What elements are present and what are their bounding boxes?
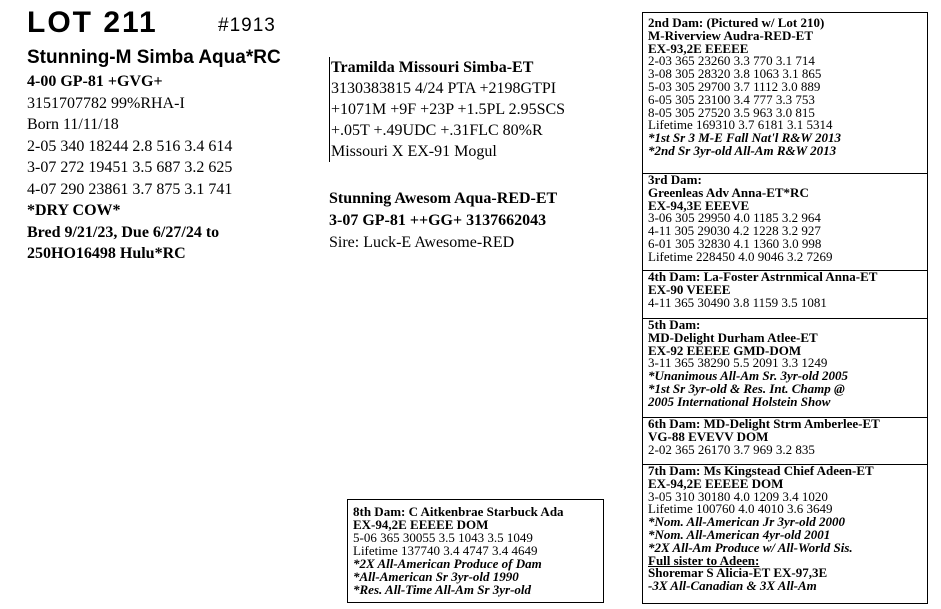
eighth-dam-lines — [353, 505, 564, 596]
pedigree-line: Greenleas Adv Anna-ET*RC — [648, 184, 809, 200]
pedigree-section — [643, 417, 927, 456]
pedigree-line: 4th Dam: La-Foster Astrnmical Anna-ET — [648, 269, 878, 284]
pedigree-box — [642, 12, 928, 604]
pedigree-line: M-Riverview Audra-RED-ET — [648, 27, 814, 43]
pedigree-line: 2nd Dam: (Pictured w/ Lot 210) — [648, 15, 825, 30]
detail-line: 3151707782 99%RHA-I — [27, 94, 185, 112]
detail-line: 250HO16498 Hulu*RC — [27, 245, 186, 262]
pedigree-line: 2005 International Holstein Show — [648, 393, 831, 409]
detail-line: 4-07 290 23861 3.7 875 3.1 741 — [27, 180, 233, 198]
pedigree-line: 3-06 305 29950 4.0 1185 3.2 964 — [648, 210, 821, 226]
pedigree-line: EX-93,2E EEEEE — [648, 40, 749, 56]
eighth-dam-line: Lifetime 137740 3.4 4747 3.4 4649 — [353, 543, 538, 558]
eighth-dam-line: EX-94,2E EEEEE DOM — [353, 517, 489, 532]
dam-block — [329, 188, 557, 254]
pedigree-line: 2-02 365 26170 3.7 969 3.2 835 — [648, 441, 815, 457]
pedigree-line: *2nd Sr 3yr-old All-Am R&W 2013 — [648, 142, 837, 158]
pedigree-line: 3-11 365 38290 5.5 2091 3.3 1249 — [648, 355, 828, 371]
pedigree-section — [643, 270, 927, 309]
detail-line: *DRY COW* — [27, 202, 121, 219]
pedigree-line: Full sister to Adeen: — [648, 552, 760, 568]
pedigree-line: 6-05 305 23100 3.4 777 3.3 753 — [648, 91, 815, 107]
pedigree-line: *Nom. All-American Jr 3yr-old 2000 — [648, 514, 846, 530]
pedigree-line: *1st Sr 3 M-E Fall Nat'l R&W 2013 — [648, 130, 841, 146]
dam-classification: 3-07 GP-81 ++GG+ 3137662043 — [329, 212, 547, 229]
eighth-dam-line: *All-American Sr 3yr-old 1990 — [353, 569, 519, 584]
pedigree-line: 3-08 305 28320 3.8 1063 3.1 865 — [648, 66, 822, 82]
pedigree-line: 3rd Dam: — [648, 172, 702, 187]
pedigree-section — [643, 318, 927, 409]
pedigree-line: EX-94,3E EEEVE — [648, 197, 750, 213]
lot-catalog-number: #1913 — [218, 15, 276, 36]
pedigree-line: VG-88 EVEVV DOM — [648, 428, 769, 444]
eighth-dam-line: *Res. All-Time All-Am Sr 3yr-old — [353, 582, 532, 597]
pedigree-line: -3X All-Canadian & 3X All-Am — [648, 578, 817, 594]
lot-title: LOT 211 — [27, 6, 158, 39]
pedigree-line: 6th Dam: MD-Delight Strm Amberlee-ET — [648, 416, 880, 431]
eighth-dam-line: 8th Dam: C Aitkenbrae Starbuck Ada — [353, 504, 564, 519]
pedigree-line: Shoremar S Alicia-ET EX-97,3E — [648, 565, 828, 581]
sire-line: +.05T +.49UDC +.31FLC 80%R — [331, 122, 543, 139]
pedigree-line: 5-03 305 29700 3.7 1112 3.0 889 — [648, 78, 821, 94]
pedigree-line: *Nom. All-American 4yr-old 2001 — [648, 526, 831, 542]
pedigree-line: 3-05 310 30180 4.0 1209 3.4 1020 — [648, 488, 828, 504]
pedigree-line: EX-94,2E EEEEE DOM — [648, 475, 784, 491]
sire-line: Missouri X EX-91 Mogul — [331, 143, 497, 160]
sire-block — [329, 57, 565, 162]
dam-name: Stunning Awesom Aqua-RED-ET — [329, 190, 558, 207]
sire-line: 3130383815 4/24 PTA +2198GTPI — [331, 80, 557, 97]
pedigree-line: 2-03 365 23260 3.3 770 3.1 714 — [648, 53, 815, 69]
eighth-dam-line: *2X All-American Produce of Dam — [353, 556, 542, 571]
pedigree-line: 5th Dam: — [648, 317, 701, 332]
pedigree-line: 7th Dam: Ms Kingstead Chief Adeen-ET — [648, 463, 874, 478]
pedigree-line: Lifetime 169310 3.7 6181 3.1 5314 — [648, 117, 833, 133]
pedigree-line: EX-92 EEEEE GMD-DOM — [648, 342, 802, 358]
pedigree-line: EX-90 VEEEE — [648, 281, 731, 297]
detail-line: 3-07 272 19451 3.5 687 3.2 625 — [27, 159, 233, 176]
pedigree-section — [643, 173, 927, 264]
pedigree-section — [643, 17, 927, 158]
detail-line: 4-00 GP-81 +GVG+ — [27, 73, 163, 90]
animal-details — [27, 71, 232, 265]
detail-line: Bred 9/21/23, Due 6/27/24 to — [27, 223, 220, 241]
pedigree-line: *1st Sr 3yr-old & Res. Int. Champ @ — [648, 380, 845, 396]
animal-name: Stunning-M Simba Aqua*RC — [27, 47, 281, 68]
pedigree-line: 8-05 305 27520 3.5 963 3.0 815 — [648, 104, 815, 120]
pedigree-line: 4-11 365 30490 3.8 1159 3.5 1081 — [648, 294, 827, 310]
pedigree-line: MD-Delight Durham Atlee-ET — [648, 329, 818, 345]
sire-name: Tramilda Missouri Simba-ET — [331, 59, 534, 76]
eighth-dam-box — [347, 499, 604, 603]
eighth-dam-line: 5-06 365 30055 3.5 1043 3.5 1049 — [353, 530, 533, 545]
detail-line: 2-05 340 18244 2.8 516 3.4 614 — [27, 137, 233, 155]
pedigree-section — [643, 464, 927, 593]
pedigree-line: *Unanimous All-Am Sr. 3yr-old 2005 — [648, 368, 848, 384]
sire-line: +1071M +9F +23P +1.5PL 2.95SCS — [331, 101, 566, 118]
pedigree-line: *2X All-Am Produce w/ All-World Sis. — [648, 539, 853, 555]
pedigree-line: Lifetime 100760 4.0 4010 3.6 3649 — [648, 501, 833, 517]
pedigree-line: Lifetime 228450 4.0 9046 3.2 7269 — [648, 248, 833, 264]
dam-sire: Sire: Luck-E Awesome-RED — [329, 234, 515, 251]
pedigree-line: 6-01 305 32830 4.1 1360 3.0 998 — [648, 235, 822, 251]
detail-line: Born 11/11/18 — [27, 116, 119, 133]
pedigree-line: 4-11 305 29030 4.2 1228 3.2 927 — [648, 223, 821, 239]
